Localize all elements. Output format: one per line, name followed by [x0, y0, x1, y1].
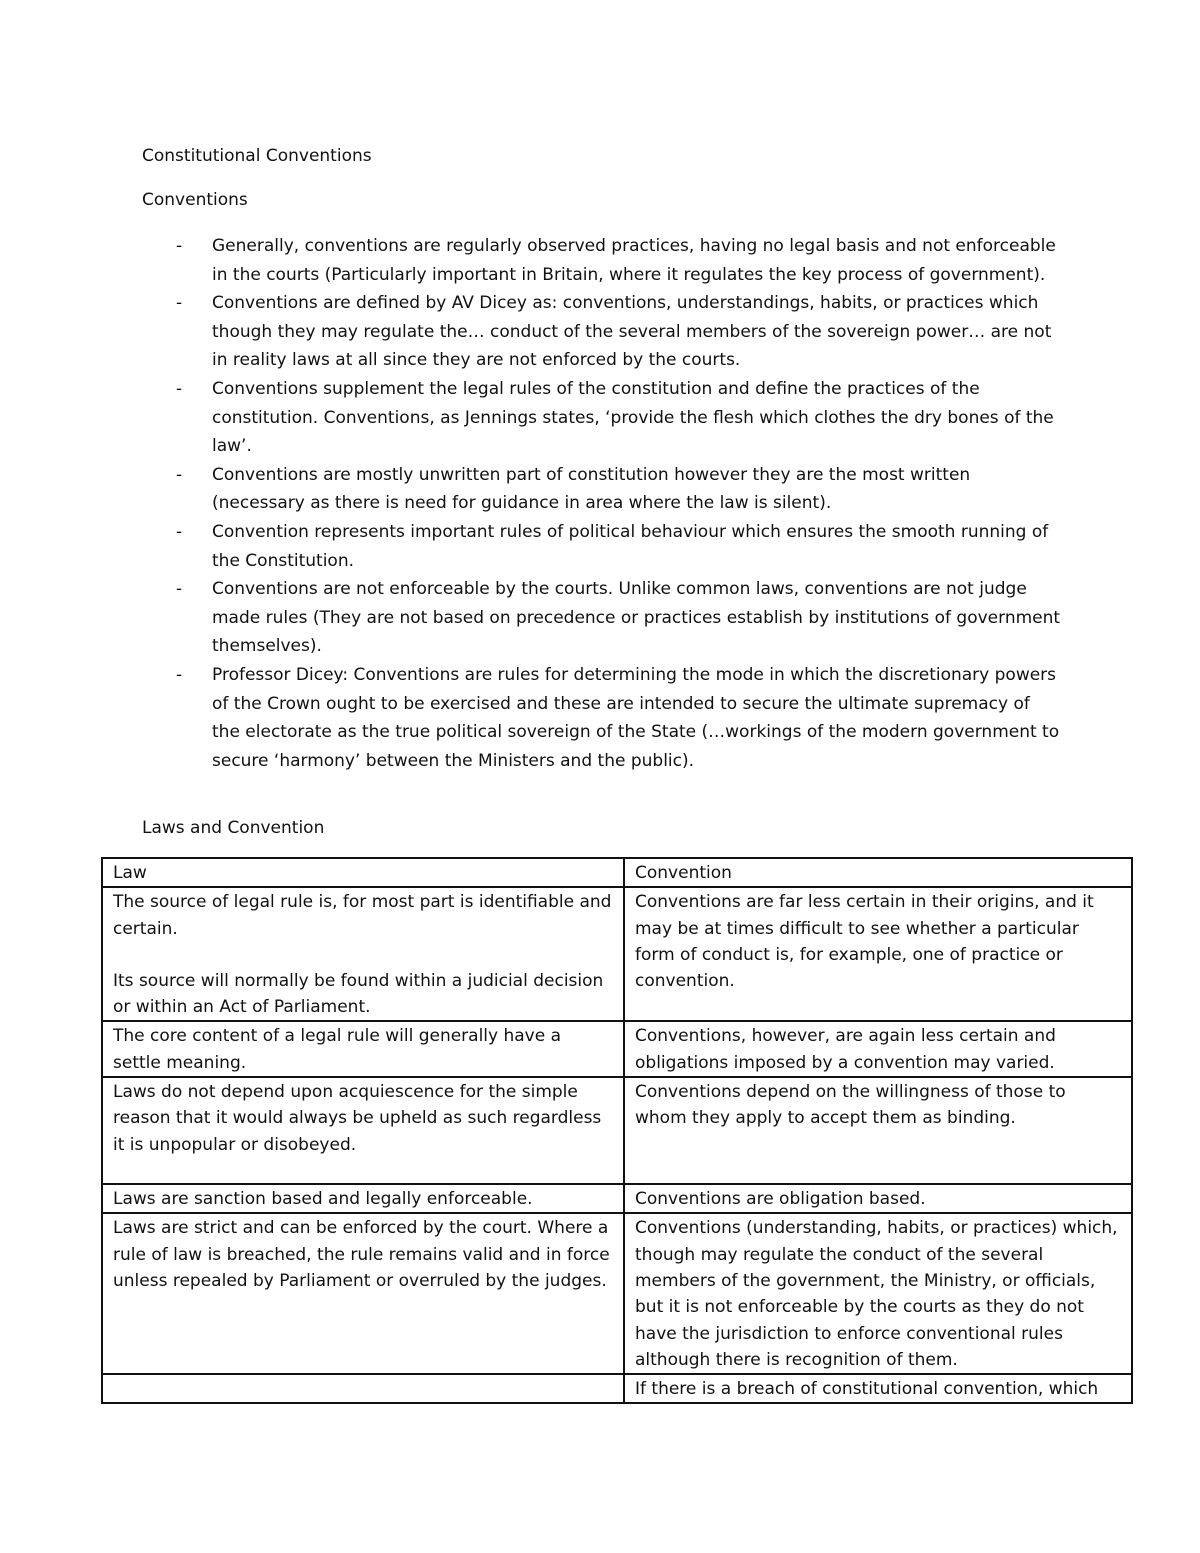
bullet-text: Generally, conventions are regularly observed practices, having no legal basis and not enforceable in the courts (Particularly important in Britain, where it regulates the key process of government).	[212, 236, 1056, 285]
bullet-text: Convention represents important rules of political behaviour which ensures the smooth running of the Constitution.	[212, 521, 1049, 571]
list-item	[142, 232, 1062, 289]
table-header-row	[102, 858, 1132, 887]
table-row	[102, 887, 1132, 1021]
convention-cell: Conventions, however, are again less certain and obligations imposed by a convention may varied.	[624, 1021, 1132, 1077]
law-cell	[102, 1374, 624, 1403]
law-cell	[102, 887, 624, 1021]
list-item	[142, 518, 1062, 575]
convention-cell: Conventions depend on the willingness of those to whom they apply to accept them as binding.	[624, 1077, 1132, 1184]
bullet-marker: -	[176, 521, 183, 542]
bullet-marker: -	[176, 579, 183, 600]
convention-cell: Conventions (understanding, habits, or practices) which, though may regulate the conduct of the several members of the government, the Ministry, or officials, but it is not enforceable by the courts as they do not have the jurisdiction to enforce conventional rules although there is recognition of them.	[624, 1213, 1132, 1374]
law-text-extra: Its source will normally be found within a judicial decision or within an Act of Parliament.	[113, 970, 604, 1018]
list-item	[142, 661, 1062, 775]
table-row	[102, 1021, 1132, 1077]
law-vs-convention-table	[101, 857, 1133, 1404]
bullet-text: Professor Dicey: Conventions are rules for determining the mode in which the discretionary powers of the Crown ought to be exercised and these are intended to secure the ultimate supremacy of the electorate as the true political sovereign of the State (…workings of the modern government to secure ‘harmony’ between the Ministers and the public).	[212, 664, 1060, 771]
table-row	[102, 1077, 1132, 1184]
list-item	[142, 575, 1062, 661]
table-heading: Laws and Convention	[142, 818, 325, 838]
table-row	[102, 1213, 1132, 1374]
law-cell: Laws are sanction based and legally enforceable.	[102, 1184, 624, 1213]
list-item	[142, 375, 1062, 461]
bullet-text: Conventions are defined by AV Dicey as: conventions, understandings, habits, or practices which though they may regulate the… conduct of the several members of the sovereign power… are not in reality laws at all since they are not enforced by the courts.	[212, 293, 1052, 371]
list-item	[142, 461, 1062, 518]
table-row	[102, 1374, 1132, 1403]
convention-cell: Conventions are far less certain in their origins, and it may be at times difficult to see whether a particular form of conduct is, for example, one of practice or convention.	[624, 887, 1132, 1021]
list-item	[142, 289, 1062, 375]
bullet-text: Conventions are mostly unwritten part of constitution however they are the most written (necessary as there is need for guidance in area where the law is silent).	[212, 464, 971, 514]
document-title: Constitutional Conventions	[142, 146, 372, 166]
section-heading: Conventions	[142, 190, 248, 210]
bullet-text: Conventions are not enforceable by the courts. Unlike common laws, conventions are not judge made rules (They are not based on precedence or practices establish by institutions of government themselves).	[212, 579, 1061, 657]
bullet-marker: -	[176, 378, 183, 399]
bullet-marker: -	[176, 293, 183, 314]
bullet-text: Conventions supplement the legal rules of the constitution and define the practices of the constitution. Conventions, as Jennings states, ‘provide the flesh which clothes the dry bones of the law’.	[212, 378, 1054, 457]
table-row	[102, 1184, 1132, 1213]
header-law: Law	[102, 858, 624, 887]
bullet-marker: -	[176, 236, 183, 256]
law-cell: Laws are strict and can be enforced by the court. Where a rule of law is breached, the rule remains valid and in force unless repealed by Parliament or overruled by the judges.	[102, 1213, 624, 1374]
convention-cell: Conventions are obligation based.	[624, 1184, 1132, 1213]
bullet-marker: -	[176, 664, 183, 685]
law-cell: The core content of a legal rule will generally have a settle meaning.	[102, 1021, 624, 1077]
conventions-bullet-list	[142, 232, 1062, 775]
law-cell: Laws do not depend upon acquiescence for the simple reason that it would always be upheld as such regardless it is unpopular or disobeyed.	[102, 1077, 624, 1184]
bullet-marker: -	[176, 464, 183, 485]
header-convention: Convention	[624, 858, 1132, 887]
law-text: The source of legal rule is, for most part is identifiable and certain.	[113, 892, 612, 939]
convention-cell: If there is a breach of constitutional convention, which	[624, 1374, 1132, 1403]
